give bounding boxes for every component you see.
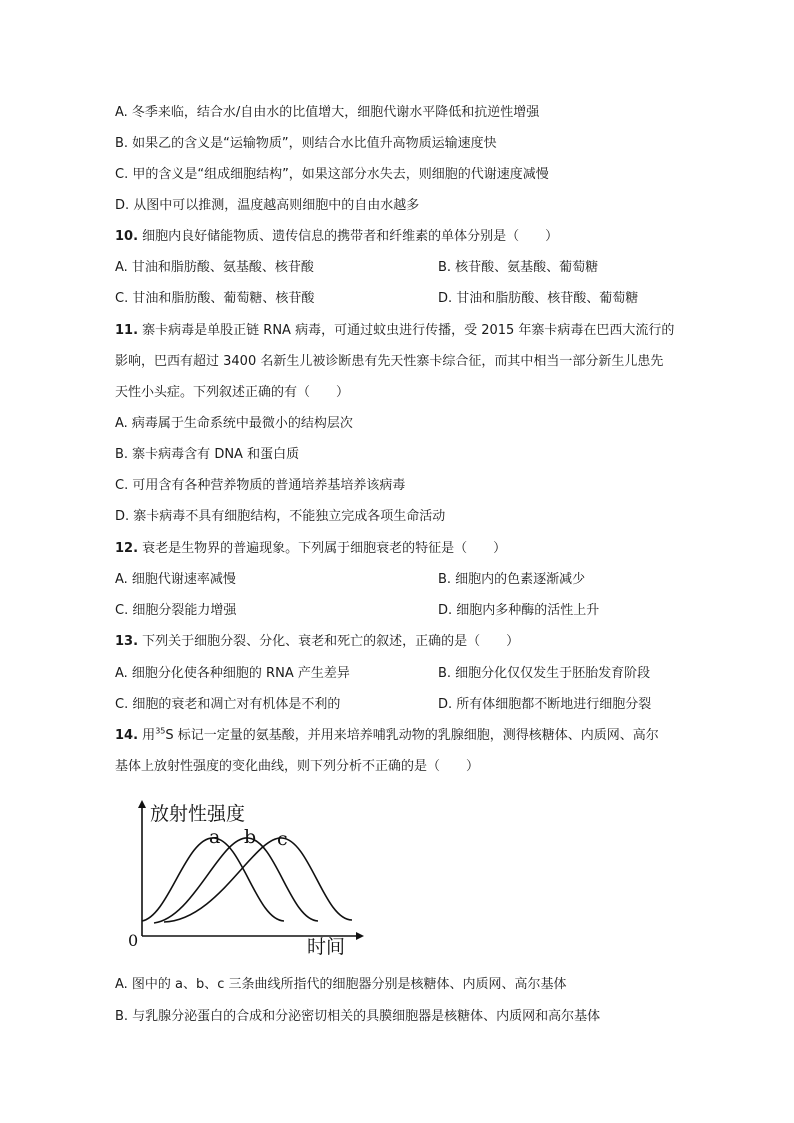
q11-option-d: D. 寨卡病毒不具有细胞结构，不能独立完成各项生命活动 (115, 509, 446, 524)
q12-text: 衰老是生物界的普遍现象。下列属于细胞衰老的特征是（ ） (142, 541, 507, 556)
q11-stem-line3: 天性小头症。下列叙述正确的有（ ） (115, 385, 350, 400)
q13-number: 13. (115, 634, 139, 649)
q12-number: 12. (115, 541, 139, 556)
q11-option-b: B. 寨卡病毒含有 DNA 和蛋白质 (115, 447, 300, 462)
q10-option-c: C. 甘油和脂肪酸、葡萄糖、核苷酸 (115, 291, 315, 306)
q10-text: 细胞内良好储能物质、遗传信息的携带者和纤维素的单体分别是（ ） (142, 229, 559, 244)
q10-stem (115, 228, 558, 246)
q13-option-b: B. 细胞分化仅仅发生于胚胎发育阶段 (438, 666, 651, 681)
curve-label-a: a (209, 826, 221, 848)
q10-number: 10. (115, 229, 139, 244)
q13-option-a: A. 细胞分化使各种细胞的 RNA 产生差异 (115, 666, 350, 681)
q10-option-a: A. 甘油和脂肪酸、氨基酸、核苷酸 (115, 260, 314, 275)
q10-option-b: B. 核苷酸、氨基酸、葡萄糖 (438, 260, 599, 275)
q11-option-a: A. 病毒属于生命系统中最微小的结构层次 (115, 416, 353, 431)
curve-b (154, 838, 318, 923)
q14-number: 14. (115, 728, 139, 743)
q12-stem (115, 540, 506, 558)
origin-label: 0 (128, 931, 139, 950)
q9-option-c: C. 甲的含义是“组成细胞结构”，如果这部分水失去，则细胞的代谢速度减慢 (115, 167, 549, 182)
q14-option-a: A. 图中的 a、b、c 三条曲线所指代的细胞器分别是核糖体、内质网、高尔基体 (115, 977, 567, 992)
q14-option-b: B. 与乳腺分泌蛋白的合成和分泌密切相关的具膜细胞器是核糖体、内质网和高尔基体 (115, 1009, 601, 1024)
y-axis-label: 放射性强度 (150, 803, 246, 825)
q14-text-pre: 用 (142, 728, 156, 743)
curve-label-c: c (277, 828, 288, 850)
q12-option-b: B. 细胞内的色素逐渐减少 (438, 572, 586, 587)
q12-option-d: D. 细胞内多种酶的活性上升 (438, 603, 600, 618)
q11-option-c: C. 可用含有各种营养物质的普通培养基培养该病毒 (115, 478, 406, 493)
q11-stem-line1 (115, 322, 674, 340)
q10-option-d: D. 甘油和脂肪酸、核苷酸、葡萄糖 (438, 291, 639, 306)
q11-text: 寨卡病毒是单股正链 RNA 病毒，可通过蚊虫进行传播，受 2015 年寨卡病毒在巴西大流行的 (142, 323, 675, 338)
q9-option-d: D. 从图中可以推测，温度越高则细胞中的自由水越多 (115, 198, 420, 213)
q13-stem (115, 633, 519, 651)
radioactivity-curves-figure (124, 796, 374, 958)
q12-option-c: C. 细胞分裂能力增强 (115, 603, 237, 618)
curve-c (164, 838, 352, 922)
q9-option-a: A. 冬季来临，结合水/自由水的比值增大，细胞代谢水平降低和抗逆性增强 (115, 105, 540, 120)
x-axis-label: 时间 (307, 936, 346, 958)
q12-option-a: A. 细胞代谢速率减慢 (115, 572, 236, 587)
q14-stem-line2: 基体上放射性强度的变化曲线，则下列分析不正确的是（ ） (115, 759, 480, 774)
q11-stem-line2: 影响，巴西有超过 3400 名新生儿被诊断患有先天性寨卡综合征，而其中相当一部分新生儿患先 (115, 354, 664, 369)
q14-text: S 标记一定量的氨基酸，并用来培养哺乳动物的乳腺细胞，测得核糖体、内质网、高尔 (165, 728, 659, 743)
isotope-superscript: 35 (155, 726, 166, 736)
q14-stem-line1 (115, 727, 659, 745)
curve-a (142, 838, 284, 921)
q13-option-d: D. 所有体细胞都不断地进行细胞分裂 (438, 697, 652, 712)
q13-text: 下列关于细胞分裂、分化、衰老和死亡的叙述，正确的是（ ） (142, 634, 520, 649)
q11-number: 11. (115, 323, 139, 338)
curve-label-b: b (244, 826, 257, 848)
q13-option-c: C. 细胞的衰老和凋亡对有机体是不利的 (115, 697, 341, 712)
q9-option-b: B. 如果乙的含义是“运输物质”，则结合水比值升高物质运输速度快 (115, 136, 497, 151)
